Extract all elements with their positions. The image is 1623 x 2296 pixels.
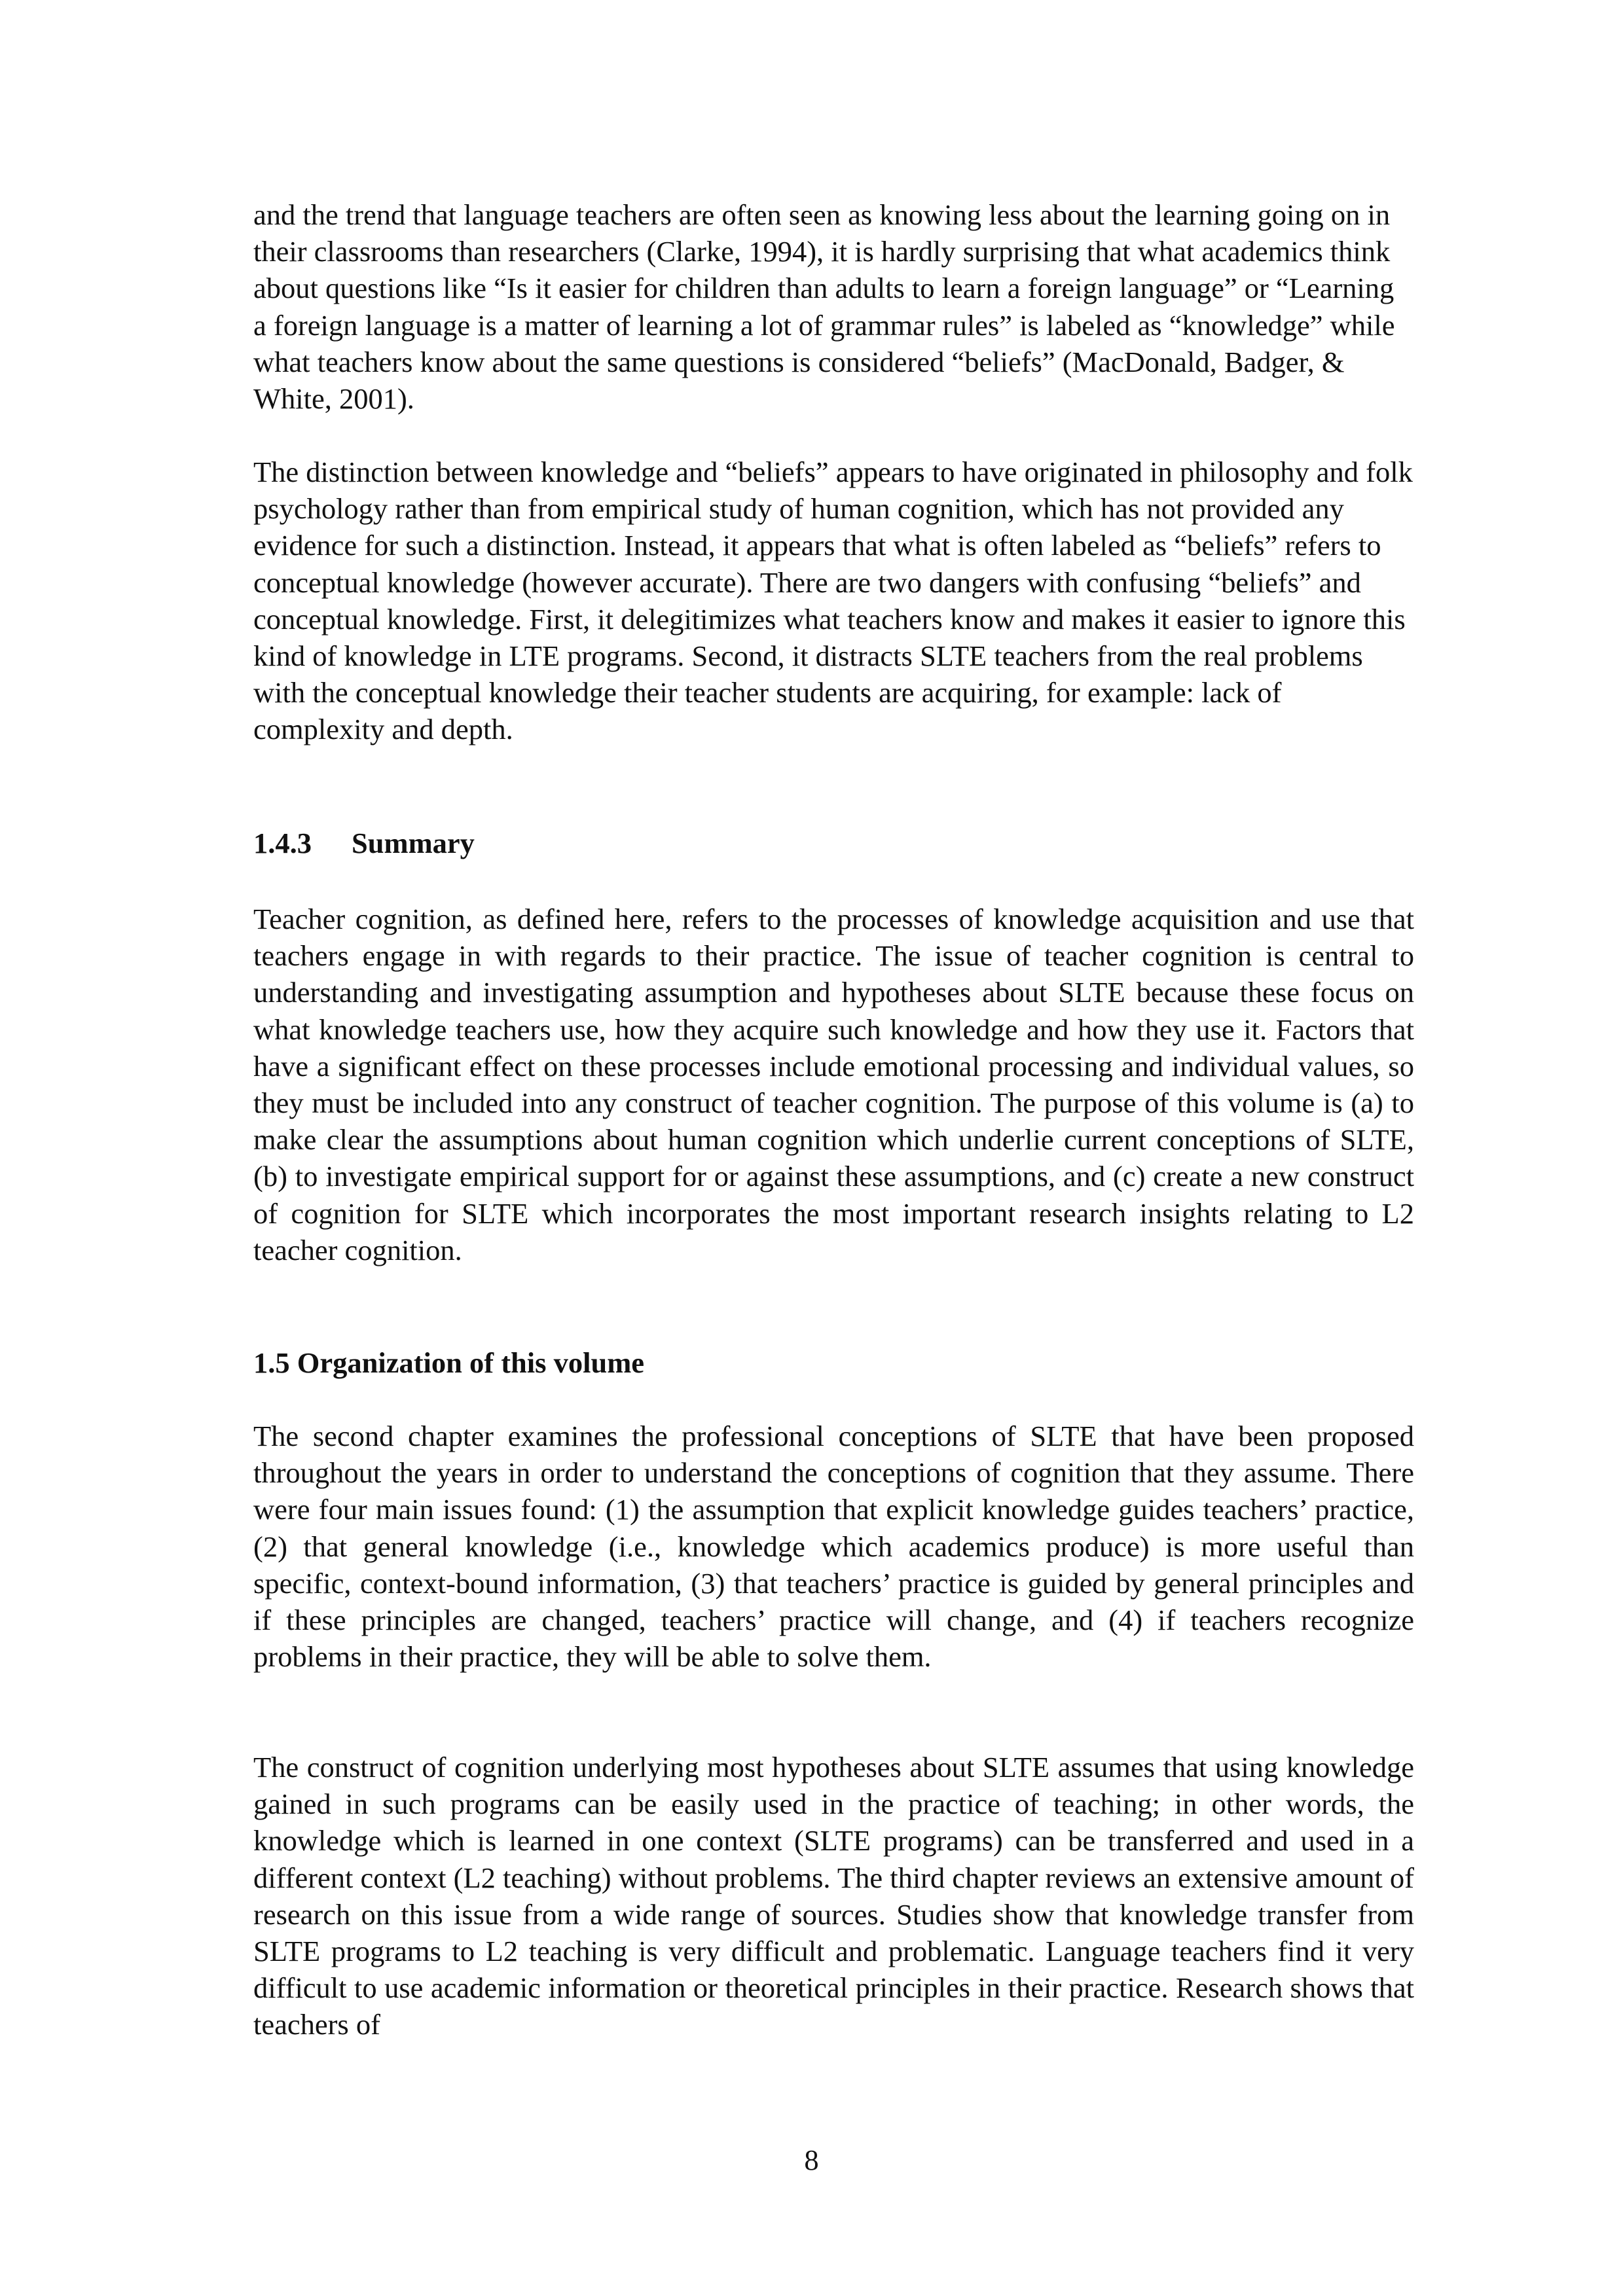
section-heading-summary xyxy=(253,825,1414,861)
paragraph-teacher-knowledge-trend: and the trend that language teachers are often seen as knowing less about the learning going on in their classrooms than researchers (Clarke, 1994), it is hardly surprising that what academics think about questions like “Is it easier for children than adults to learn a foreign language” or “Learning a foreign language is a matter of learning a lot of grammar rules” is labeled as “knowledge” while what teachers know about the same questions is considered “beliefs” (MacDonald, Badger, & White, 2001). xyxy=(253,198,1395,416)
paragraph-third-chapter: The construct of cognition underlying most hypotheses about SLTE assumes that using knowledge gained in such programs can be easily used in the practice of teaching; in other words, the knowledge which is learned in one context (SLTE programs) can be transferred and used in a different context (L2 teaching) without problems. The third chapter reviews an extensive amount of research on this issue from a wide range of sources. Studies show that knowledge transfer from SLTE programs to L2 teaching is very difficult and problematic. Language teachers find it very difficult to use academic information or theoretical principles in their practice. Research shows that teachers of xyxy=(253,1751,1414,2041)
page-number: 8 xyxy=(804,2144,819,2176)
section-heading-organization: 1.5 Organization of this volume xyxy=(253,1346,645,1379)
section-title: Summary xyxy=(352,827,475,859)
paragraph-teacher-cognition-summary: Teacher cognition, as defined here, refers to the processes of knowledge acquisition and use that teachers engage in with regards to their practice. The issue of teacher cognition is central to understanding and investigating assumption and hypotheses about SLTE because these focus on what knowledge teachers use, how they acquire such knowledge and how they use it. Factors that have a significant effect on these processes include emotional processing and individual values, so they must be included into any construct of teacher cognition. The purpose of this volume is (a) to make clear the assumptions about human cognition which underlie current conceptions of SLTE, (b) to investigate empirical support for or against these assumptions, and (c) create a new construct of cognition for SLTE which incorporates the most important research insights relating to L2 teacher cognition. xyxy=(253,903,1414,1266)
section-number: 1.4.3 xyxy=(253,827,312,859)
paragraph-second-chapter: The second chapter examines the professional conceptions of SLTE that have been proposed throughout the years in order to understand the conceptions of cognition that they assume. There were four main issues found: (1) the assumption that explicit knowledge guides teachers’ practice, (2) that general knowledge (i.e., knowledge which academics produce) is more useful than specific, context-bound information, (3) that teachers’ practice is guided by general principles and if these principles are changed, teachers’ practice will change, and (4) if teachers recognize problems in their practice, they will be able to solve them. xyxy=(253,1420,1414,1674)
paragraph-knowledge-beliefs-distinction: The distinction between knowledge and “beliefs” appears to have originated in philosophy and folk psychology rather than from empirical study of human cognition, which has not provided any evidence for such a distinction. Instead, it appears that what is often labeled as “beliefs” refers to conceptual knowledge (however accurate). There are two dangers with confusing “beliefs” and conceptual knowledge. First, it delegitimizes what teachers know and makes it easier to ignore this kind of knowledge in LTE programs. Second, it distracts SLTE teachers from the real problems with the conceptual knowledge their teacher students are acquiring, for example: lack of complexity and depth. xyxy=(253,456,1413,746)
